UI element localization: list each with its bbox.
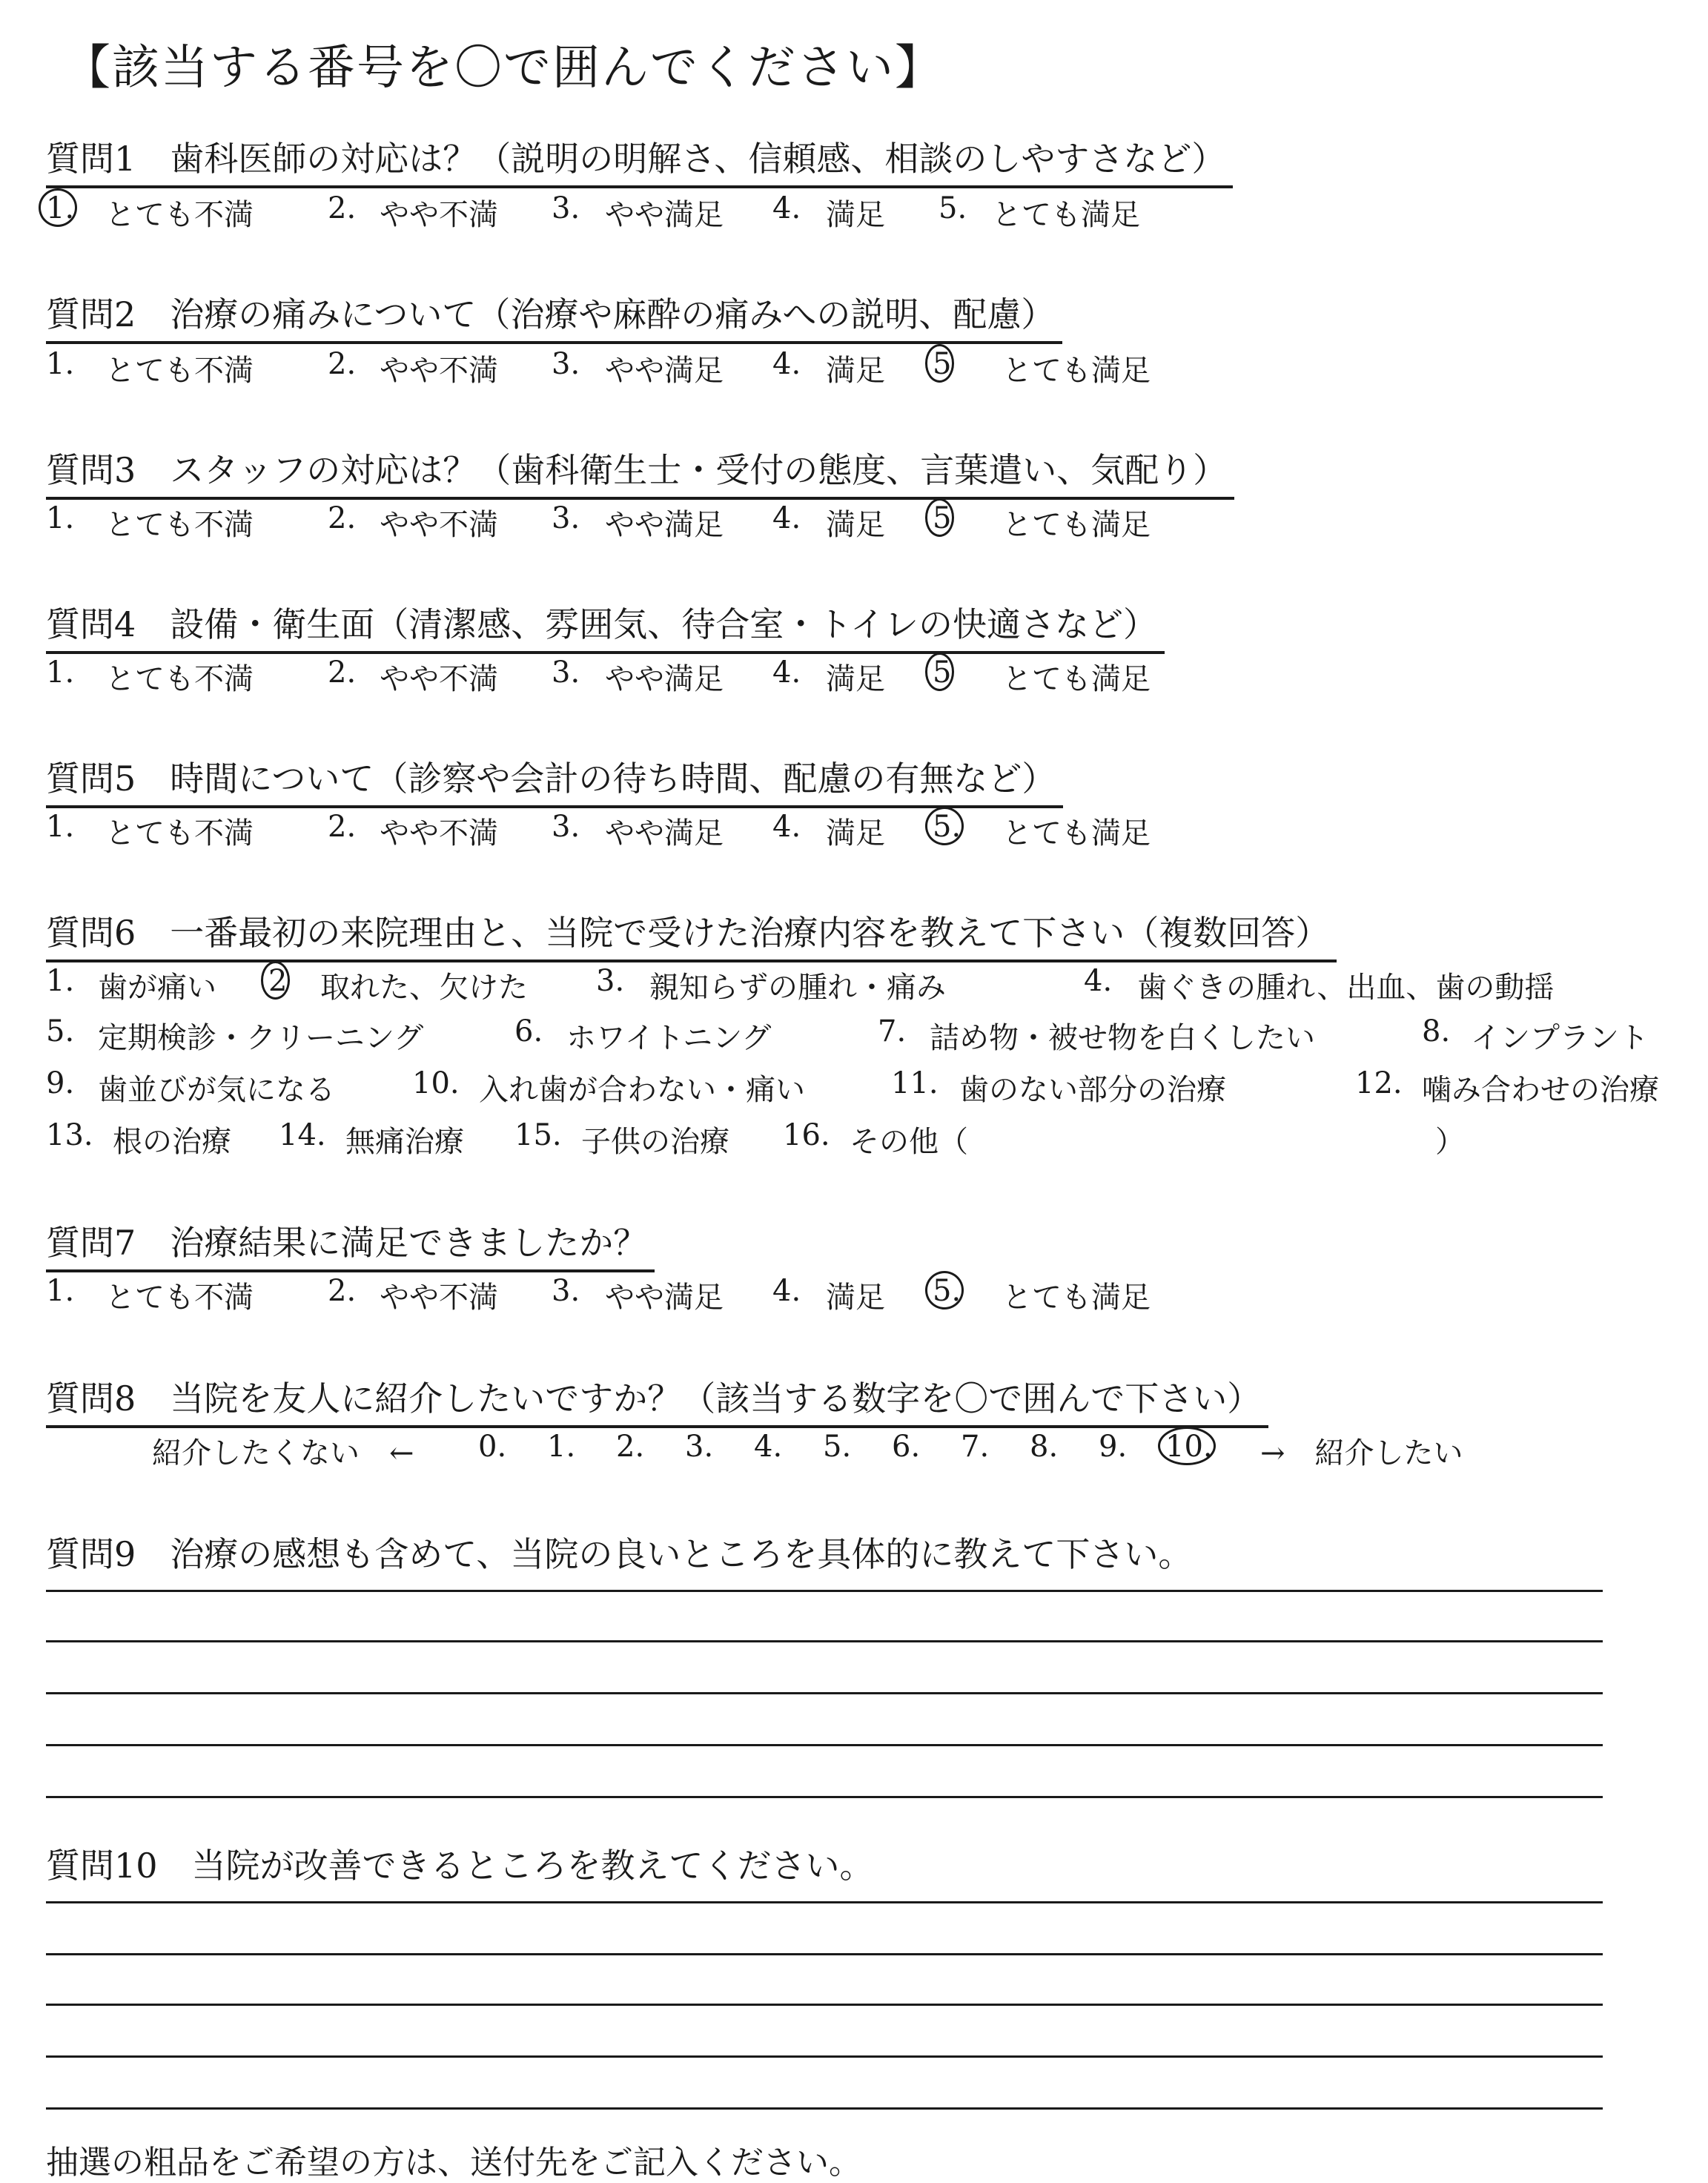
q5-option-2-label: やや不満 xyxy=(380,816,498,851)
question-6-row-4 xyxy=(46,1118,1465,1160)
q2-option-5-label: とても満足 xyxy=(1002,354,1151,388)
q6-option-14-label: 無痛治療 xyxy=(345,1125,464,1159)
question-7-label: 質問7 治療結果に満足できましたか？ xyxy=(46,1216,655,1272)
q6-option-10-label: 入れ歯が合わない・痛い xyxy=(479,1073,805,1107)
q2-option-1-label: とても不満 xyxy=(105,354,254,388)
q7-option-5-label: とても満足 xyxy=(1002,1281,1151,1315)
q8-left-label: 紹介したくない ← xyxy=(152,1436,414,1470)
q6-option-15-number[interactable]: 15. xyxy=(514,1118,562,1152)
q9-answer-line-4[interactable] xyxy=(46,1744,1603,1746)
q4-option-5-number[interactable]: 5 xyxy=(933,655,952,690)
q1-option-1-label: とても不満 xyxy=(105,198,254,232)
q7-option-2-number[interactable]: 2. xyxy=(328,1274,357,1308)
question-10-label: 質問10 当院が改善できるところを教えてください。 xyxy=(46,1846,874,1886)
q7-option-5-number[interactable]: 5. xyxy=(933,1274,961,1308)
q7-option-2-label: やや不満 xyxy=(380,1281,498,1315)
q1-option-4-number[interactable]: 4. xyxy=(772,191,801,225)
q1-option-5-label: とても満足 xyxy=(992,198,1140,232)
question-8-label: 質問8 当院を友人に紹介したいですか？（該当する数字を〇で囲んで下さい） xyxy=(46,1372,1268,1428)
q6-option-5-label: 定期検診・クリーニング xyxy=(98,1021,424,1055)
q10-answer-line-1[interactable] xyxy=(46,1901,1603,1903)
q6-option-4-number[interactable]: 4. xyxy=(1084,964,1113,998)
q3-option-2-number[interactable]: 2. xyxy=(328,501,357,535)
question-4-options xyxy=(46,655,1151,698)
q2-option-4-number[interactable]: 4. xyxy=(772,347,801,381)
q7-option-3-label: やや満足 xyxy=(605,1281,724,1315)
q6-option-4-label: 歯ぐきの腫れ、出血、歯の動揺 xyxy=(1137,971,1555,1005)
q4-option-3-number[interactable]: 3. xyxy=(552,655,580,690)
q7-option-1-label: とても不満 xyxy=(105,1281,254,1315)
q1-option-2-number[interactable]: 2. xyxy=(328,191,357,225)
q2-option-4-label: 満足 xyxy=(826,354,885,388)
q3-option-4-number[interactable]: 4. xyxy=(772,501,801,535)
question-6-label: 質問6 一番最初の来院理由と、当院で受けた治療内容を教えて下さい（複数回答） xyxy=(46,906,1337,962)
q5-option-1-number[interactable]: 1. xyxy=(46,810,75,844)
q6-option-11-number[interactable]: 11. xyxy=(891,1066,939,1100)
q3-option-2-label: やや不満 xyxy=(380,508,498,542)
q3-option-3-number[interactable]: 3. xyxy=(552,501,580,535)
q10-answer-line-3[interactable] xyxy=(46,2004,1603,2006)
q5-option-3-label: やや満足 xyxy=(605,816,724,851)
q8-score-1[interactable]: 1. xyxy=(547,1430,576,1464)
q6-option-8-number[interactable]: 8. xyxy=(1422,1014,1451,1048)
q6-option-13-label: 根の治療 xyxy=(113,1125,231,1159)
q1-option-2-label: やや不満 xyxy=(380,198,498,232)
q2-option-3-number[interactable]: 3. xyxy=(552,347,580,381)
q8-score-6[interactable]: 6. xyxy=(892,1430,921,1464)
q7-option-4-number[interactable]: 4. xyxy=(772,1274,801,1308)
q2-option-5-number[interactable]: 5 xyxy=(933,347,952,381)
q8-right-label: → 紹介したい xyxy=(1260,1436,1463,1470)
q8-score-7[interactable]: 7. xyxy=(961,1430,990,1464)
q3-option-5-number[interactable]: 5 xyxy=(933,501,952,535)
question-3-label: 質問3 スタッフの対応は？（歯科衛生士・受付の態度、言葉遣い、気配り） xyxy=(46,443,1234,500)
q8-score-4[interactable]: 4. xyxy=(754,1430,783,1464)
q6-option-1-label: 歯が痛い xyxy=(98,971,216,1005)
question-5-options xyxy=(46,810,1151,852)
q6-option-7-number[interactable]: 7. xyxy=(878,1014,907,1048)
question-6-row-2 xyxy=(46,1014,1649,1057)
q6-option-2-label: 取れた、欠けた xyxy=(320,971,528,1005)
q7-option-4-label: 満足 xyxy=(826,1281,885,1315)
q3-option-1-label: とても不満 xyxy=(105,508,254,542)
q5-option-1-label: とても不満 xyxy=(105,816,254,851)
question-5-label: 質問5 時間について（診察や会計の待ち時間、配慮の有無など） xyxy=(46,752,1063,808)
q4-option-2-label: やや不満 xyxy=(380,662,498,696)
q6-option-2-number[interactable]: 2 xyxy=(268,964,288,998)
question-6-row-1 xyxy=(46,964,1554,1006)
q2-option-2-label: やや不満 xyxy=(380,354,498,388)
q4-option-3-label: やや満足 xyxy=(605,662,724,696)
q2-option-1-number[interactable]: 1. xyxy=(46,347,75,381)
q10-answer-line-4[interactable] xyxy=(46,2055,1603,2058)
q6-option-8-label: インプラント xyxy=(1471,1021,1649,1055)
q6-option-16-other-close: ） xyxy=(1435,1125,1465,1159)
q5-option-4-label: 満足 xyxy=(826,816,885,851)
q10-answer-line-5[interactable] xyxy=(46,2107,1603,2110)
q6-option-6-number[interactable]: 6. xyxy=(514,1014,543,1048)
question-2-label: 質問2 治療の痛みについて（治療や麻酔の痛みへの説明、配慮） xyxy=(46,288,1062,344)
q7-option-3-number[interactable]: 3. xyxy=(552,1274,580,1308)
footer-note: 抽選の粗品をご希望の方は、送付先をご記入ください。 xyxy=(46,2144,861,2182)
q4-option-5-label: とても満足 xyxy=(1002,662,1151,696)
q6-option-16-other-open[interactable]: その他（ xyxy=(850,1125,968,1159)
q1-option-1-number[interactable]: 1. xyxy=(46,191,75,225)
q1-option-5-number[interactable]: 5. xyxy=(939,191,967,225)
q6-option-14-number[interactable]: 14. xyxy=(279,1118,326,1152)
q5-option-2-number[interactable]: 2. xyxy=(328,810,357,844)
q8-score-0[interactable]: 0. xyxy=(478,1430,507,1464)
question-7-options xyxy=(46,1274,1151,1316)
q6-option-9-number[interactable]: 9. xyxy=(46,1066,75,1100)
q8-score-8[interactable]: 8. xyxy=(1030,1430,1059,1464)
q7-option-1-number[interactable]: 1. xyxy=(46,1274,75,1308)
q8-score-3[interactable]: 3. xyxy=(685,1430,714,1464)
q9-answer-line-5[interactable] xyxy=(46,1796,1603,1798)
q8-score-10[interactable]: 10. xyxy=(1165,1430,1213,1464)
q4-option-2-number[interactable]: 2. xyxy=(328,655,357,690)
q6-option-11-label: 歯のない部分の治療 xyxy=(959,1073,1226,1107)
q6-option-1-number[interactable]: 1. xyxy=(46,964,75,998)
q4-option-1-number[interactable]: 1. xyxy=(46,655,75,690)
q8-score-5[interactable]: 5. xyxy=(823,1430,852,1464)
q1-option-3-number[interactable]: 3. xyxy=(552,191,580,225)
question-1-label: 質問1 歯科医師の対応は？（説明の明解さ、信頼感、相談のしやすさなど） xyxy=(46,132,1233,188)
q1-option-3-label: やや満足 xyxy=(605,198,724,232)
q4-option-4-label: 満足 xyxy=(826,662,885,696)
page-title: 【該当する番号を〇で囲んでください】 xyxy=(63,41,944,96)
q2-option-2-number[interactable]: 2. xyxy=(328,347,357,381)
q6-option-13-number[interactable]: 13. xyxy=(46,1118,93,1152)
q5-option-5-label: とても満足 xyxy=(1002,816,1151,851)
question-8-scale xyxy=(152,1430,1463,1472)
question-1-options xyxy=(46,191,1140,234)
q3-option-4-label: 満足 xyxy=(826,508,885,542)
q3-option-5-label: とても満足 xyxy=(1002,508,1151,542)
q4-option-4-number[interactable]: 4. xyxy=(772,655,801,690)
q5-option-4-number[interactable]: 4. xyxy=(772,810,801,844)
q6-option-16-number[interactable]: 16. xyxy=(783,1118,830,1152)
q10-answer-line-2[interactable] xyxy=(46,1953,1603,1955)
q3-option-1-number[interactable]: 1. xyxy=(46,501,75,535)
q6-option-10-number[interactable]: 10. xyxy=(412,1066,460,1100)
question-6-row-3 xyxy=(46,1066,1659,1109)
question-3-options xyxy=(46,501,1151,544)
q6-option-6-label: ホワイトニング xyxy=(566,1021,772,1055)
q6-option-9-label: 歯並びが気になる xyxy=(98,1073,335,1107)
q6-option-5-number[interactable]: 5. xyxy=(46,1014,75,1048)
q8-score-2[interactable]: 2. xyxy=(616,1430,645,1464)
q6-option-15-label: 子供の治療 xyxy=(581,1125,729,1159)
q6-option-12-label: 噛み合わせの治療 xyxy=(1422,1073,1659,1107)
question-9-label: 質問9 治療の感想も含めて、当院の良いところを具体的に教えて下さい。 xyxy=(46,1534,1193,1574)
question-2-options xyxy=(46,347,1151,389)
q6-option-3-label: 親知らずの腫れ・痛み xyxy=(649,971,946,1005)
q2-option-3-label: やや満足 xyxy=(605,354,724,388)
q8-score-9[interactable]: 9. xyxy=(1099,1430,1128,1464)
q4-option-1-label: とても不満 xyxy=(105,662,254,696)
question-4-label: 質問4 設備・衛生面（清潔感、雰囲気、待合室・トイレの快適さなど） xyxy=(46,598,1165,654)
q6-option-3-number[interactable]: 3. xyxy=(596,964,625,998)
q3-option-3-label: やや満足 xyxy=(605,508,724,542)
q5-option-5-number[interactable]: 5. xyxy=(933,810,961,844)
q1-option-4-label: 満足 xyxy=(826,198,885,232)
q9-answer-line-1[interactable] xyxy=(46,1590,1603,1592)
q6-option-7-label: 詰め物・被せ物を白くしたい xyxy=(930,1021,1315,1055)
q9-answer-line-3[interactable] xyxy=(46,1692,1603,1694)
q9-answer-line-2[interactable] xyxy=(46,1640,1603,1642)
q6-option-12-number[interactable]: 12. xyxy=(1355,1066,1403,1100)
q5-option-3-number[interactable]: 3. xyxy=(552,810,580,844)
